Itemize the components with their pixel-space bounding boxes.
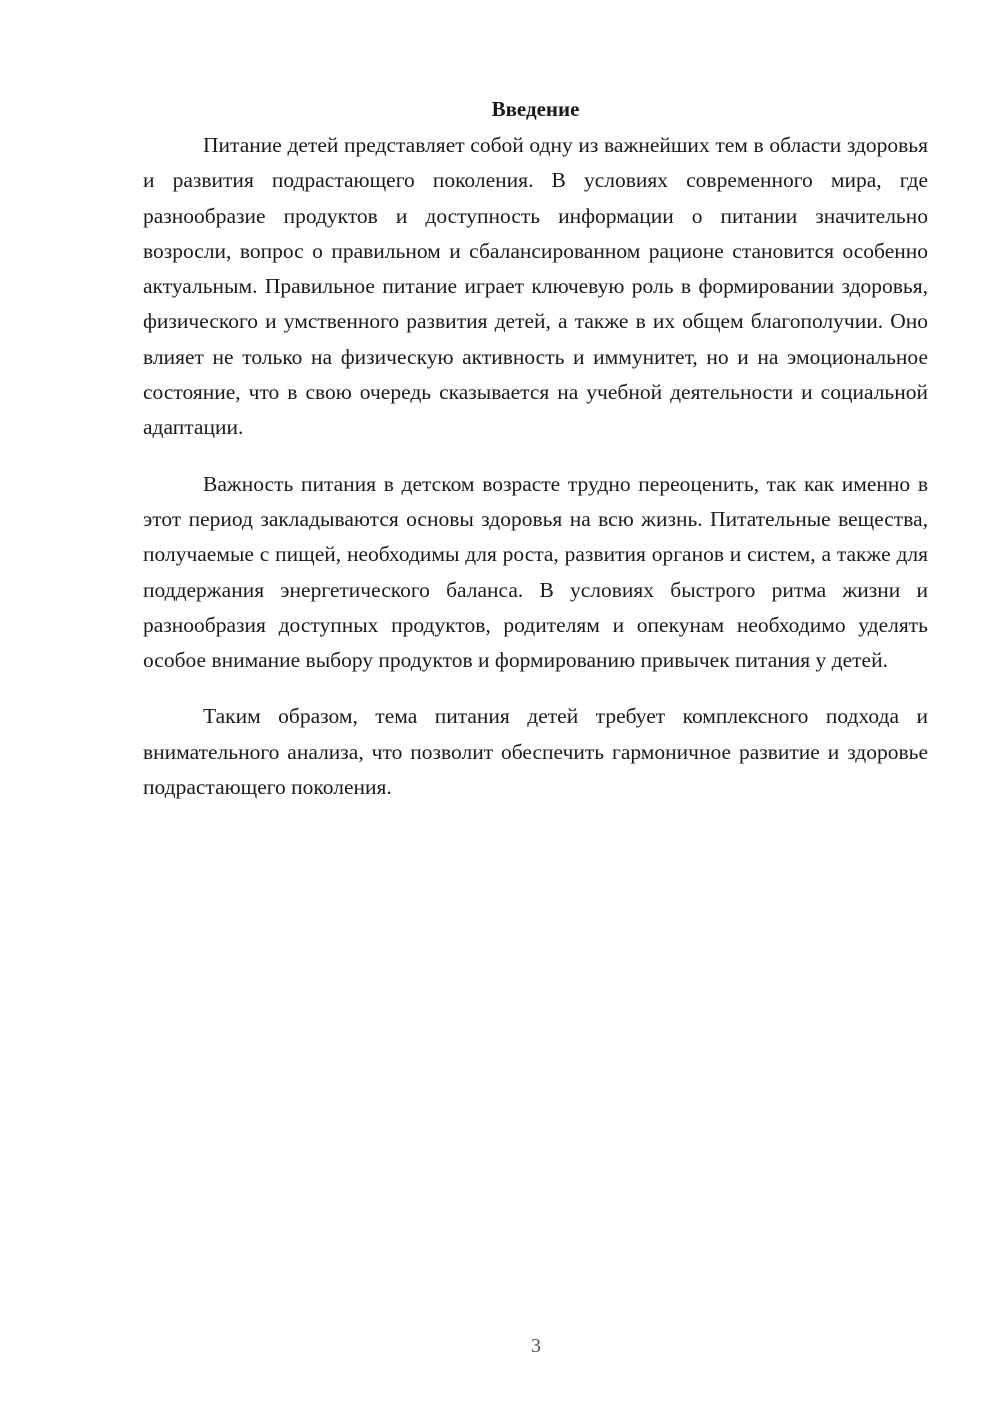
page-number: 3	[531, 1335, 541, 1357]
paragraph-2: Важность питания в детском возрасте трудно переоценить, так как именно в этот период закладываются основы здоровья на всю жизнь. Питательные вещества, получаемые с пищей, необходимы для роста, развития органов и систем, а также для поддержания энергетического баланса. В условиях быстрого ритма жизни и разнообразия доступных продуктов, родителям и опекунам необходимо уделять особое внимание выбору продуктов и формированию привычек питания у детей.	[143, 471, 928, 673]
paragraph-1: Питание детей представляет собой одну из важнейших тем в области здоровья и развития подрастающего поколения. В условиях современного мира, где разнообразие продуктов и доступность информации о питании значительно возросли, вопрос о правильном и сбалансированном рационе становится особенно актуальным. Правильное питание играет ключевую роль в формировании здоровья, физического и умственного развития детей, а также в их общем благополучии. Оно влияет не только на физическую активность и иммунитет, но и на эмоциональное состояние, что в свою очередь сказывается на учебной деятельности и социальной адаптации.	[143, 133, 928, 440]
paragraph-3: Таким образом, тема питания детей требует комплексного подхода и внимательного анализа, что позволит обеспечить гармоничное развитие и здоровье подрастающего поколения.	[143, 704, 928, 800]
page-content	[143, 92, 928, 826]
section-title: Введение	[491, 97, 580, 121]
